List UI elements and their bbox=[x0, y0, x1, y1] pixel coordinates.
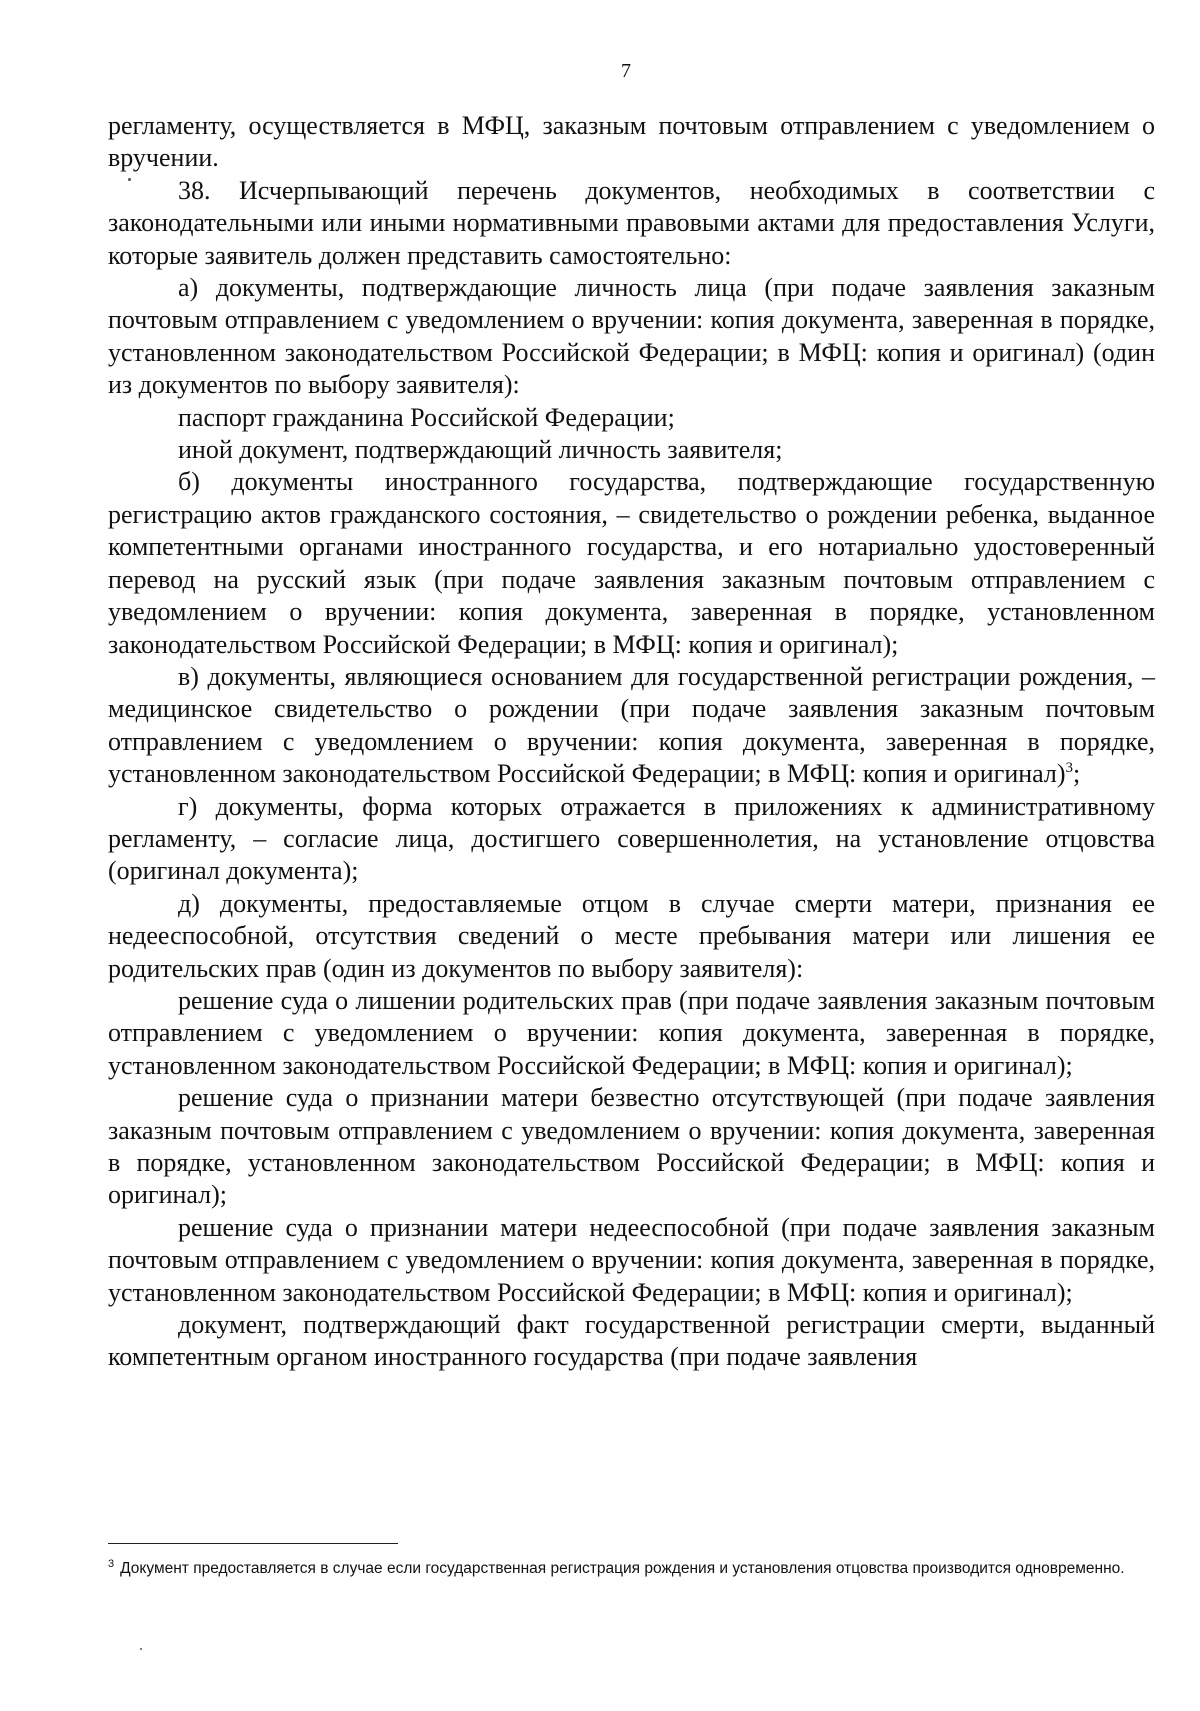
scan-speck bbox=[140, 1648, 142, 1650]
item-v bbox=[108, 661, 1155, 791]
item-d-death-registration: документ, подтверждающий факт государственной регистрации смерти, выданный компетентным органом иностранного государства (при подаче заявления bbox=[108, 1310, 1155, 1372]
scan-speck bbox=[128, 178, 131, 181]
page-number: 7 bbox=[621, 60, 631, 82]
item-a: а) документы, подтверждающие личность лица (при подаче заявления заказным почтовым отправлением с уведомлением о вручении: копия документа, заверенная в порядке, установленном законодательством Российской Федерации; в МФЦ: копия и оригинал) (один из документов по выбору заявителя): bbox=[108, 273, 1155, 400]
item-d-court-deprivation: решение суда о лишении родительских прав (при подаче заявления заказным почтовым отправлением с уведомлением о вручении: копия документа, заверенная в порядке, установленном законодательством Российской Федерации; в МФЦ: копия и оригинал); bbox=[108, 985, 1155, 1080]
paragraph-continuation: регламенту, осуществляется в МФЦ, заказным почтовым отправлением с уведомлением о вручении. bbox=[108, 111, 1155, 173]
item-v-text: в) документы, являющиеся основанием для государственной регистрации рождения, – медицинское свидетельство о рождении (при подаче заявления заказным почтовым отправлением с уведомлением о вручении: копия документа, заверенная в порядке, установленном законодательством Российской Федерации; в МФЦ: копия и оригинал) bbox=[108, 661, 1155, 789]
paragraph-38: 38. Исчерпывающий перечень документов, необходимых в соответствии с законодательными или иными нормативными правовыми актами для предоставления Услуги, которые заявитель должен представить самостоятельно: bbox=[108, 175, 1155, 270]
item-g: г) документы, форма которых отражается в приложениях к административному регламенту, – согласие лица, достигшего совершеннолетия, на установление отцовства (оригинал документа); bbox=[108, 791, 1155, 886]
footnote-marker: 3 bbox=[108, 1558, 115, 1570]
document-body bbox=[108, 110, 1155, 1374]
item-a-other-document: иной документ, подтверждающий личность заявителя; bbox=[178, 435, 783, 465]
item-b: б) документы иностранного государства, подтверждающие государственную регистрацию актов гражданского состояния, – свидетельство о рождении ребенка, выданное компетентными органами иностранного государства, и его нотариально удостоверенный перевод на русский язык (при подаче заявления заказным почтовым отправлением с уведомлением о вручении: копия документа, заверенная в порядке, установленном законодательством Российской Федерации; в МФЦ: копия и оригинал); bbox=[108, 467, 1155, 659]
footnote-separator bbox=[108, 1543, 398, 1544]
footnote-reference: 3 bbox=[1065, 760, 1074, 777]
item-d-court-incapacity: решение суда о признании матери недееспособной (при подаче заявления заказным почтовым отправлением с уведомлением о вручении: копия документа, заверенная в порядке, установленном законодательством Российской Федерации; в МФЦ: копия и оригинал); bbox=[108, 1212, 1155, 1307]
item-v-end: ; bbox=[1073, 759, 1081, 789]
item-d: д) документы, предоставляемые отцом в случае смерти матери, признания ее недееспособной, отсутствия сведений о месте пребывания матери или лишения ее родительских прав (один из документов по выбору заявителя): bbox=[108, 888, 1155, 983]
footnote bbox=[108, 1558, 1155, 1580]
footnote-text: Документ предоставляется в случае если государственная регистрация рождения и установления отцовства производится одновременно. bbox=[120, 1560, 1125, 1577]
item-a-passport: паспорт гражданина Российской Федерации; bbox=[178, 402, 675, 432]
item-d-court-missing: решение суда о признании матери безвестно отсутствующей (при подаче заявления заказным почтовым отправлением с уведомлением о вручении: копия документа, заверенная в порядке, установленном законодательством Российской Федерации; в МФЦ: копия и оригинал); bbox=[108, 1083, 1155, 1210]
